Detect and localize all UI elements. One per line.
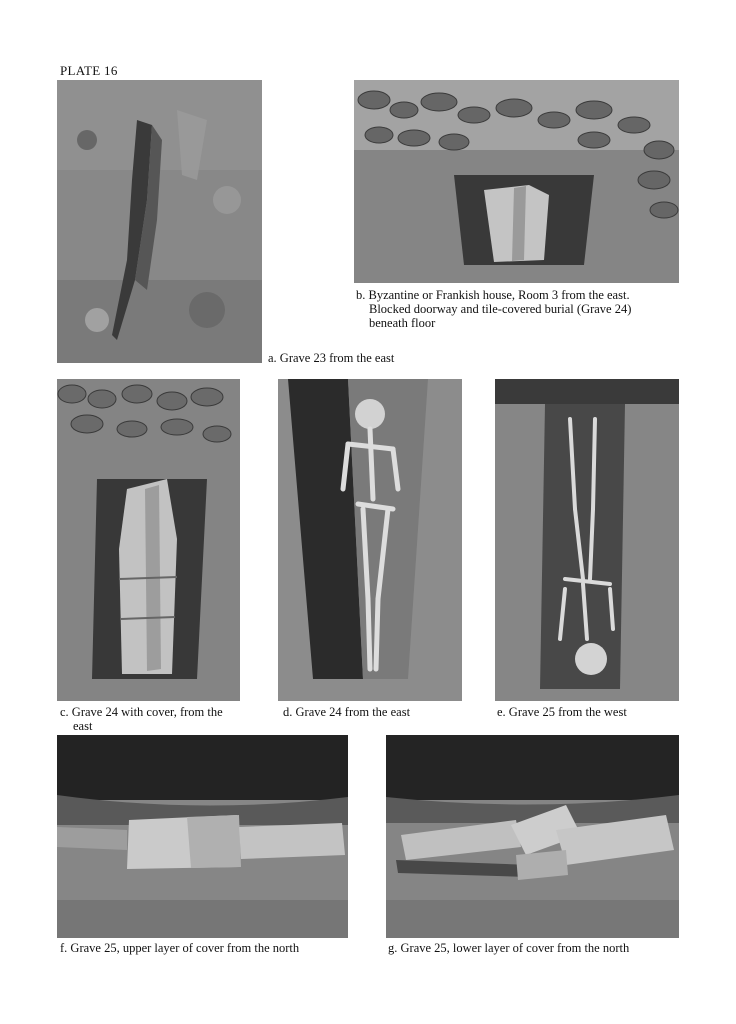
- caption-c-line-1: c. Grave 24 with cover, from the: [60, 705, 223, 719]
- photo-e-grave-25: [495, 379, 679, 701]
- caption-a: a. Grave 23 from the east: [268, 351, 395, 365]
- photo-f-grave-25-upper: [57, 735, 348, 938]
- caption-c-line-2: east: [73, 719, 93, 733]
- caption-d: d. Grave 24 from the east: [283, 705, 411, 719]
- photo-g-grave-25-lower: [386, 735, 679, 938]
- caption-b: [356, 288, 686, 330]
- caption-c: [60, 705, 260, 733]
- photo-c-grave-24-cover: [57, 379, 240, 701]
- caption-g: g. Grave 25, lower layer of cover from the north: [388, 941, 630, 955]
- caption-e: e. Grave 25 from the west: [497, 705, 627, 719]
- caption-f: f. Grave 25, upper layer of cover from the north: [60, 941, 300, 955]
- caption-b-line-2: Blocked doorway and tile-covered burial (Grave 24): [369, 302, 632, 316]
- plate-label: PLATE 16: [60, 63, 118, 78]
- photo-d-grave-24: [278, 379, 462, 701]
- caption-b-line-1: b. Byzantine or Frankish house, Room 3 from the east.: [356, 288, 630, 302]
- caption-b-line-3: beneath floor: [369, 316, 436, 330]
- photo-b-room-3: [354, 80, 679, 283]
- photo-a-grave-23: [57, 80, 262, 363]
